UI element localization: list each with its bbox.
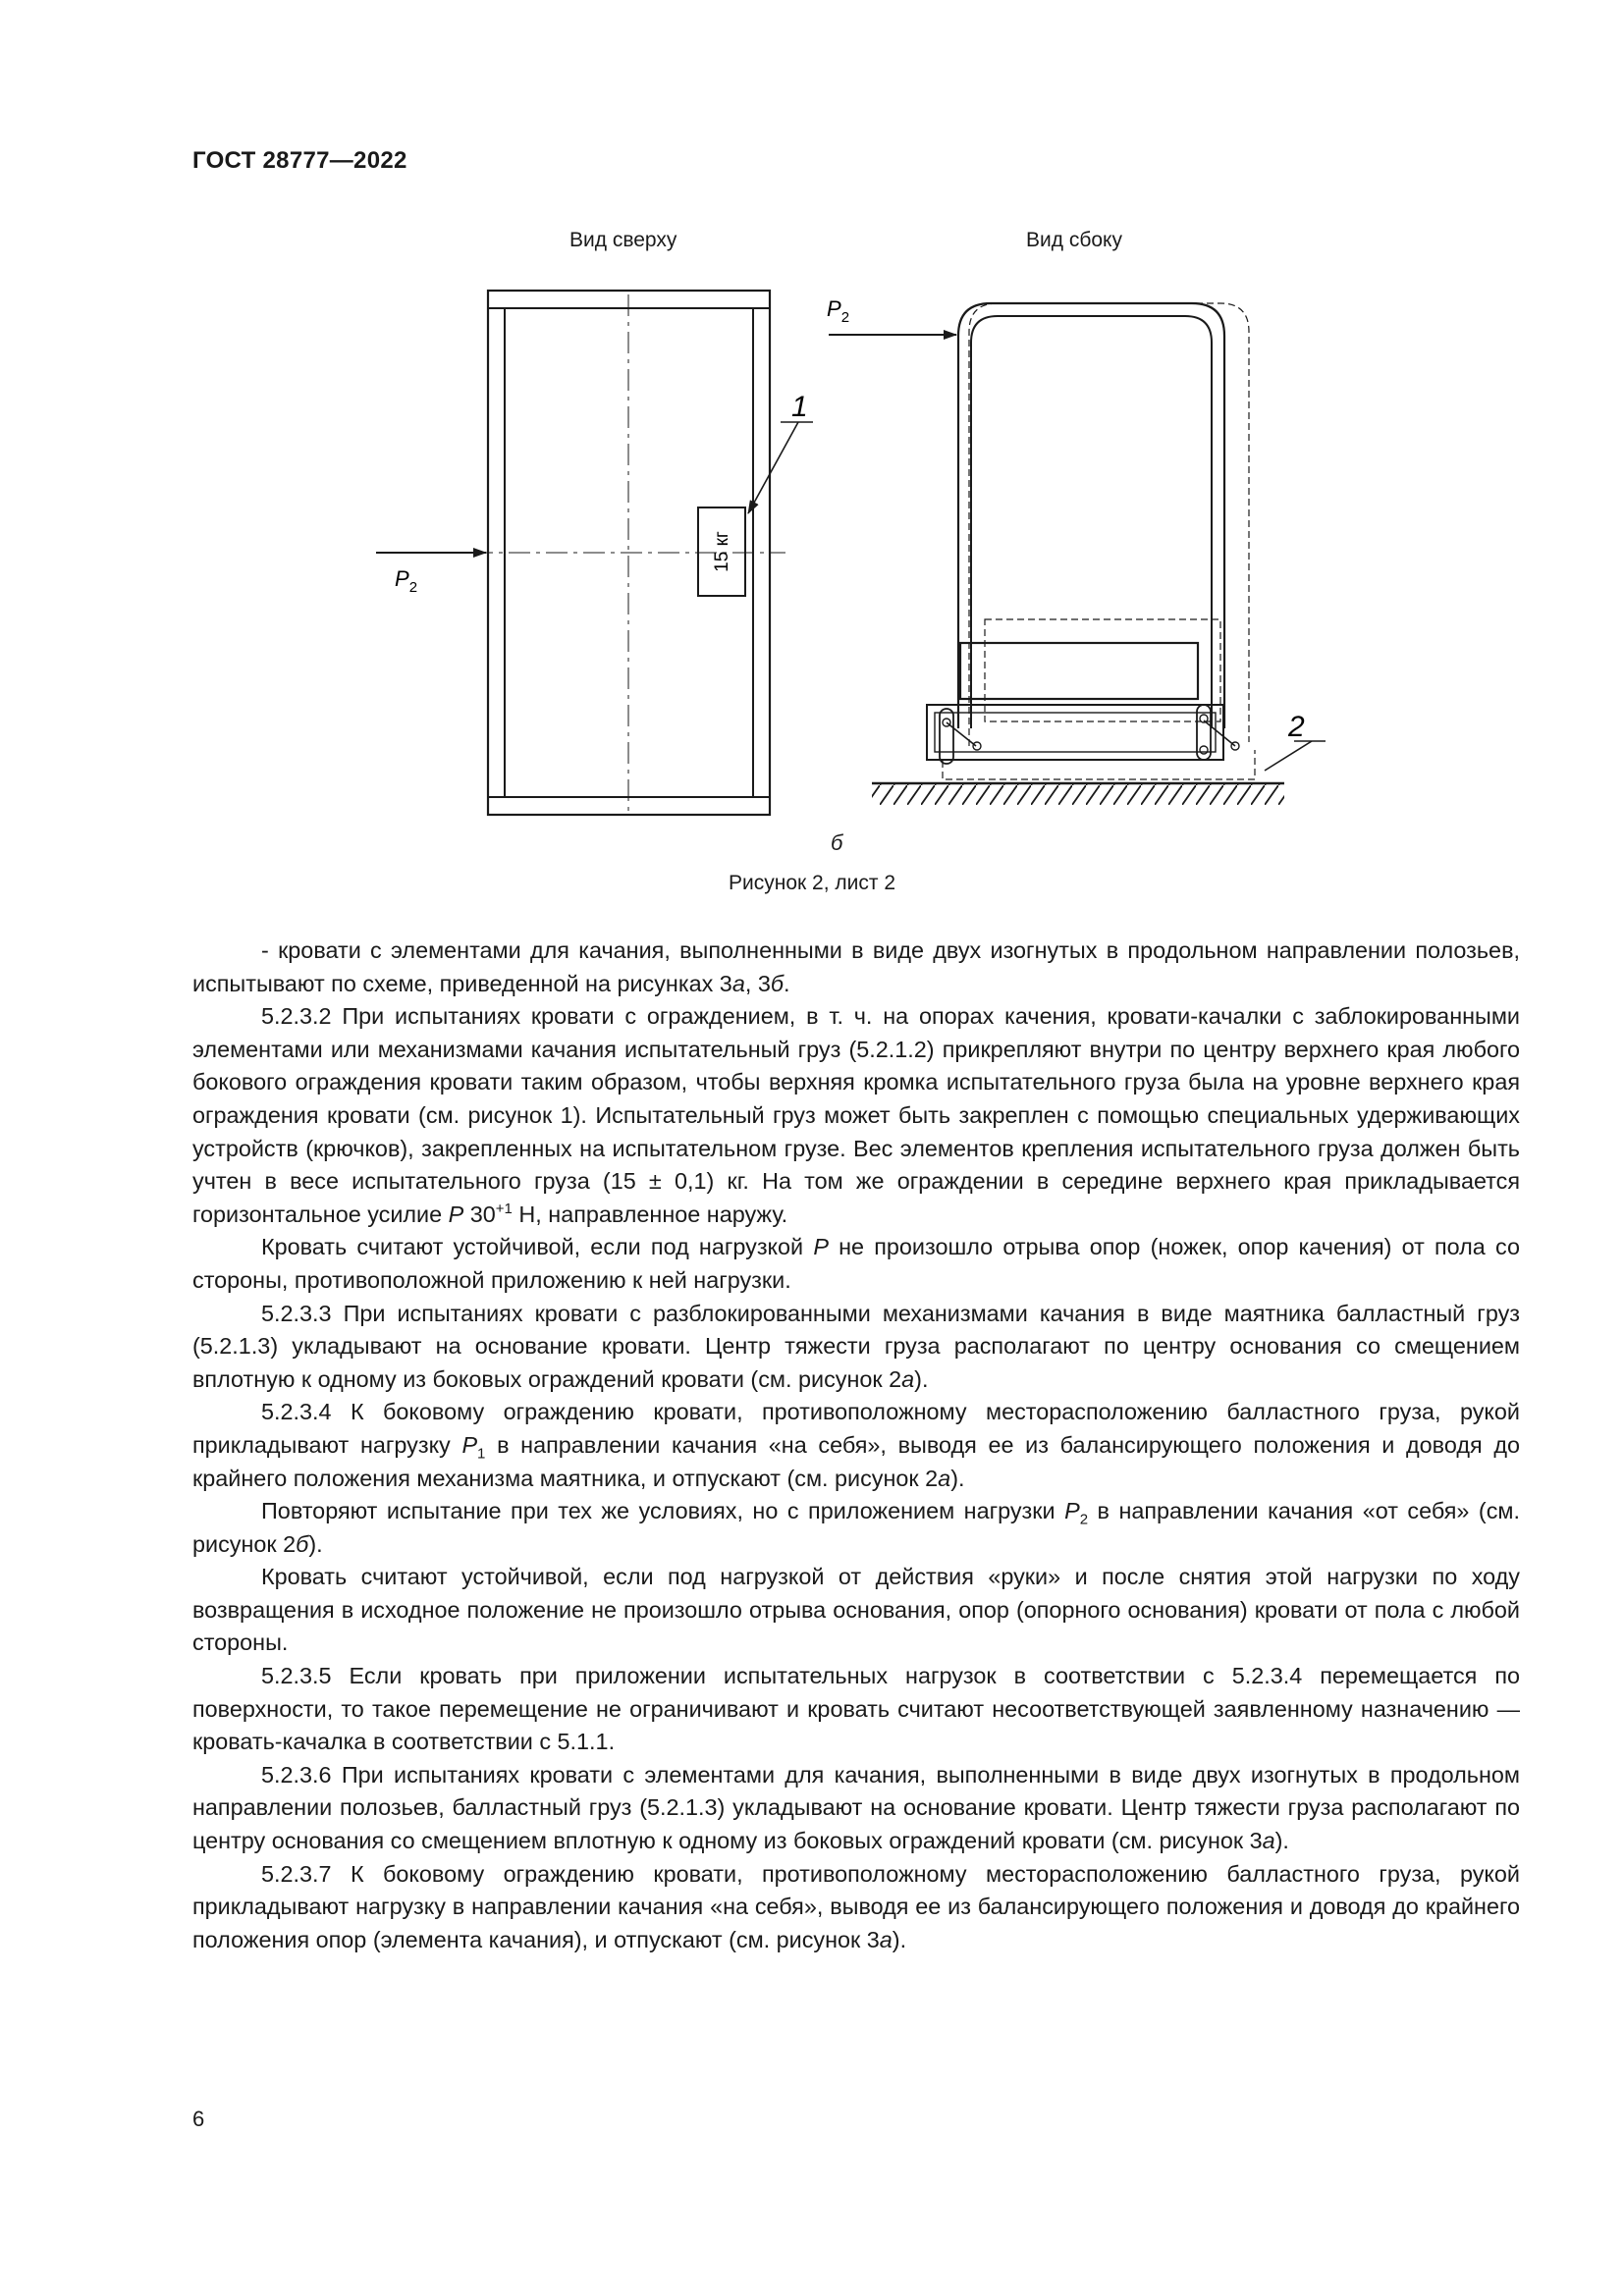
document-header: ГОСТ 28777—2022 [192,147,407,174]
text-run: 5.2.3.3 При испытаниях кровати с разблокированными механизмами качания в виде маятника балластный груз (5.2.1.3) укладывают на основание кровати. Центр тяжести груза располагают по центру основания со смещением вплотную к одному из боковых ограждений кровати (см. рисунок 2 [192,1300,1520,1392]
paragraph [192,1495,1520,1561]
text-run: 5.2.3.6 При испытаниях кровати с элементами для качания, выполненными в виде двух изогнутых в продольном направлении полозьев, балластный груз (5.2.1.3) укладывают на основание кровати. Центр тяжести груза располагают по центру основания со смещением вплотную к одному из боковых ограждений кровати (см. рисунок 3 [192,1761,1520,1854]
figure-sub-label: б [831,830,843,855]
paragraph [192,1396,1520,1495]
text-run: не произошло отрыва опор (ножек, опор качения) от пола со стороны, противоположной приложению к ней нагрузки. [192,1234,1520,1293]
text-run: 5.2.3.7 К боковому ограждению кровати, противоположному месторасположению балластного груза, рукой прикладывают нагрузку в направлении качания «на себя», выводя ее из балансирующего положения и доводя до крайнего положения опор (элемента качания), и отпускают (см. рисунок 3 [192,1860,1520,1952]
paragraph [192,1231,1520,1297]
text-run: . [784,970,790,996]
body-text [192,934,1520,1956]
text-run: P [448,1201,464,1227]
callout-2: 2 [1288,711,1305,743]
text-run: ). [308,1530,323,1557]
text-run: Н, направленное наружу. [512,1201,788,1227]
text-run: P [461,1431,478,1458]
text-run: - кровати с элементами для качания, выполненными в виде двух изогнутых в продольном направлении полозьев, испытывают по схеме, приведенной на рисунках 3 [192,937,1520,996]
text-run: 30 [463,1201,496,1227]
figure-2-diagram [0,0,1624,913]
text-run: 2 [1079,1511,1089,1528]
text-run: а [731,970,745,996]
text-run: +1 [495,1200,513,1217]
text-run: Кровать считают устойчивой, если под нагрузкой от действия «руки» и после снятия этой нагрузки по ходу возвращения в исходное положение не произошло отрыва основания, опор (опорного основания) кровати от пола с любой стороны. [192,1564,1520,1656]
text-run: 1 [477,1445,486,1463]
text-run: 5.2.3.5 Если кровать при приложении испытательных нагрузок в соответствии с 5.2.3.4 перемещается по поверхности, то такое перемещение не ограничивают и кровать считают несоответствующей заявленному назначению — кровать-качалка в соответствии с 5.1.1. [192,1663,1520,1755]
text-run: Повторяют испытание при тех же условиях, но с приложением нагрузки [261,1498,1065,1524]
text-run: в направлении качания «от себя» (см. рисунок 2 [192,1498,1520,1557]
text-run: 5.2.3.2 При испытаниях кровати с ограждением, в т. ч. на опорах качения, кровати-качалки с заблокированными элементами или механизмами качания испытательный груз (5.2.1.2) прикрепляют внутри по центру верхнего края любого бокового ограждения кровати таким образом, чтобы верхняя кромка испытательного груза была на уровне верхнего края ограждения кровати (см. рисунок 1). Испытательный груз может быть закреплен с помощью специальных удерживающих устройств (крючков), закрепленных на испытательном грузе. Вес элементов крепления испытательного груза должен быть учтен в весе испытательного груза (15 ± 0,1) кг. На том же ограждении в середине верхнего края прикладывается горизонтальное усилие [192,1003,1520,1227]
text-run: а [879,1926,893,1952]
load-mass-label: 15 кг [712,531,733,572]
text-run: ). [1274,1828,1289,1854]
text-run: а [938,1465,951,1491]
callout-1: 1 [791,391,808,423]
figure-caption: Рисунок 2, лист 2 [729,872,895,894]
paragraph [192,1298,1520,1397]
text-run: б [296,1530,309,1557]
top-view-drawing [376,291,813,815]
text-run: а [901,1365,915,1392]
text-run: в направлении качания «на себя», выводя ее из балансирующего положения и доводя до крайнего положения механизма маятника, и отпускают (см. рисунок 2 [192,1431,1520,1491]
paragraph [192,1561,1520,1660]
force-label-top: $P_2$ [395,566,418,596]
text-run: 5.2.3.4 К боковому ограждению кровати, противоположному месторасположению балластного груза, рукой прикладывают нагрузку [192,1399,1520,1458]
paragraph [192,1000,1520,1231]
text-run: ). [914,1365,929,1392]
text-run: P [1064,1498,1080,1524]
paragraph [192,1660,1520,1759]
page-number: 6 [192,2107,205,2131]
text-run: Кровать считают устойчивой, если под нагрузкой [261,1234,814,1260]
text-run: ). [892,1926,907,1952]
text-run: P [813,1234,829,1260]
side-view-label: Вид сбоку [1026,229,1122,251]
side-view-drawing [829,303,1326,805]
top-view-label: Вид сверху [569,229,677,251]
force-label-side: $P_2$ [827,296,850,326]
text-run: , 3 [744,970,771,996]
text-run: а [1262,1828,1275,1854]
text-run: б [770,970,785,996]
paragraph [192,934,1520,1000]
paragraph [192,1858,1520,1957]
text-run: ). [950,1465,965,1491]
paragraph [192,1759,1520,1858]
